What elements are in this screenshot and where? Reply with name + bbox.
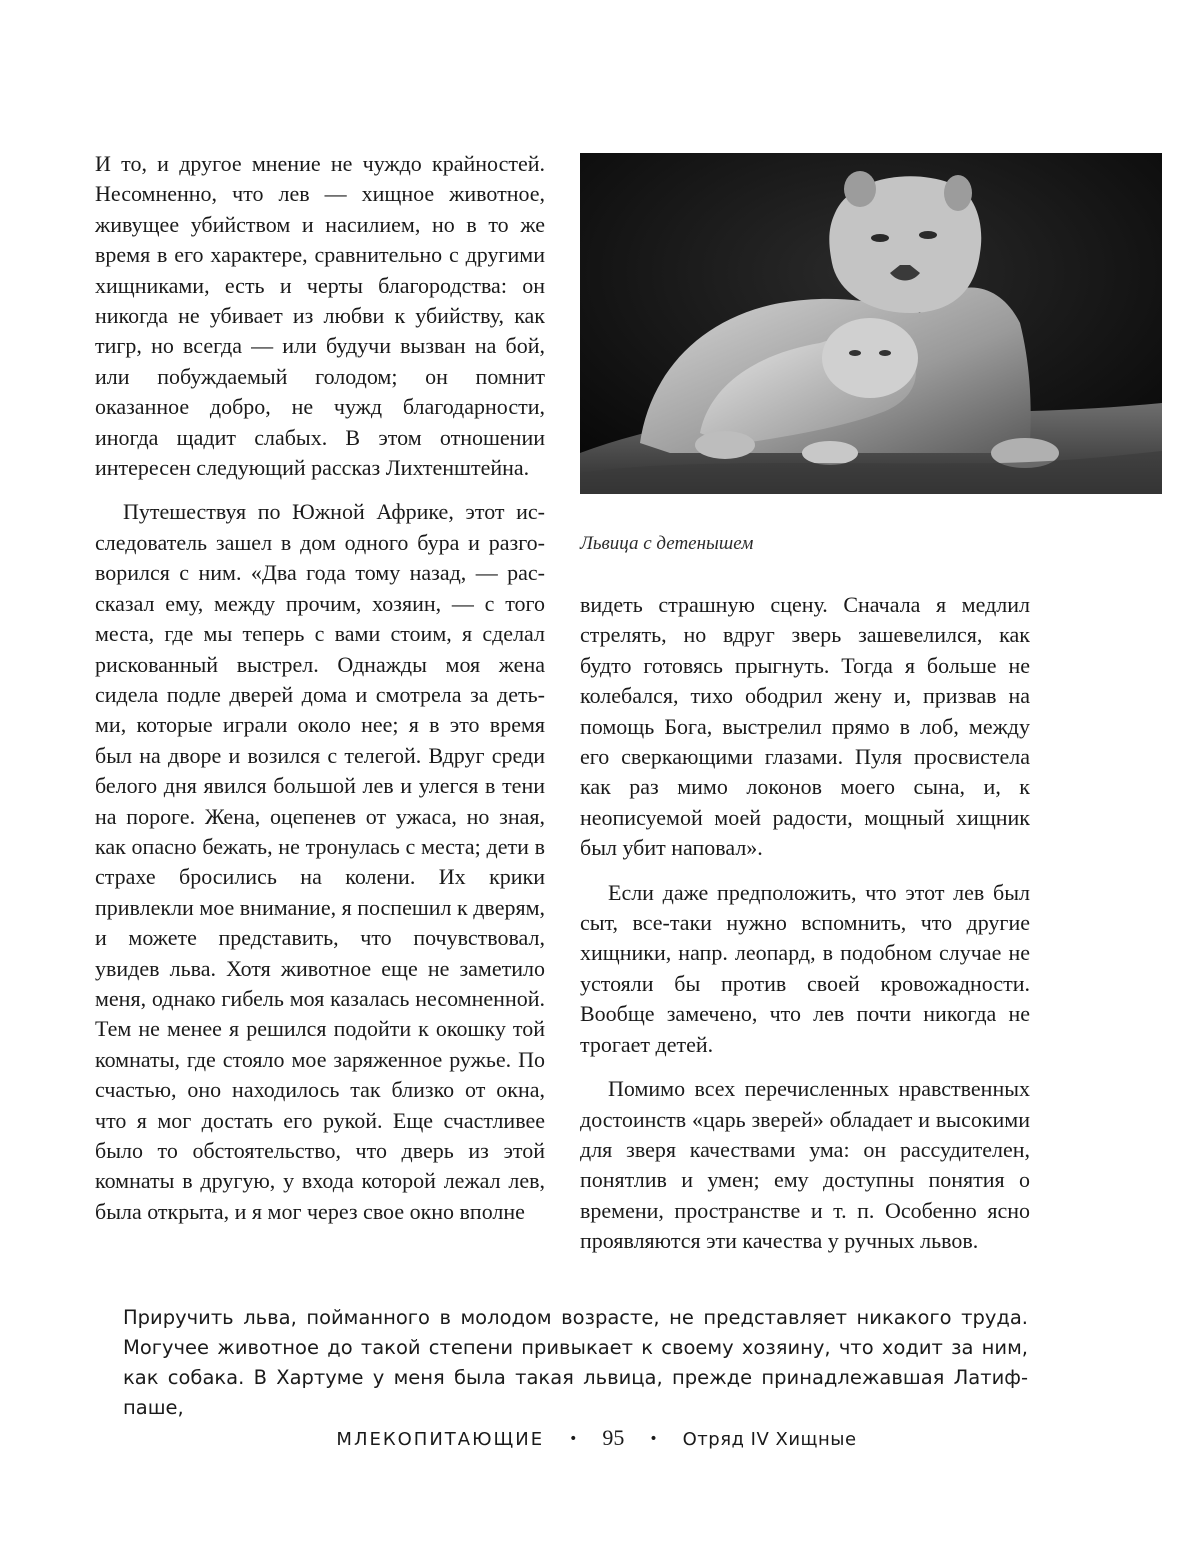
paragraph: Если даже предположить, что этот лев был сыт, все-таки нужно вспомнить, что другие хищники, напр. леопард, в подобном случае не устояли бы против своей кровожадности. Вообще замечено, что лев почти никогда не трогает детей. [580,879,1030,1057]
paragraph: И то, и другое мнение не чуждо крайностей. Несомненно, что лев — хищное животное, живущее убийством и насилием, но в то же время в его характере, сравнительно с другими хищниками, есть и черты благородства: он никогда не убивает из любви к убийству, как тигр, но всегда — или будучи вызван на бой, или побуждаемый голодом; он помнит оказанное добро, не чужд благодарности, иногда щадит слабых. В этом отношении интересен следующий рассказ Лихтенштейна. [95,151,545,481]
section-title: МЛЕКОПИТАЮЩИЕ [336,1429,545,1450]
page-footer [0,1425,1193,1451]
lioness-with-cub-photo [580,153,1162,494]
left-column [95,149,545,1227]
right-column [580,590,1030,1257]
separator: • [649,1431,658,1447]
bottom-paragraph: Приручить льва, пойманного в молодом возрасте, не представляет никакого труда. Могучее животное до такой степени привыкает к своему хозяину, что ходит за ним, как собака. В Хартуме у меня была такая львица, прежде принадлежавшая Латиф-паше, [123,1306,1028,1419]
paragraph: видеть страшную сцену. Сначала я медлил стрелять, но вдруг зверь зашевелился, как будто готовясь прыгнуть. Тогда я больше не колебался, тихо ободрил жену и, призвав на помощь Бога, выстрелил прямо в лоб, между его сверкающими глазами. Пуля просвистела как раз мимо локонов моего сына, и, к неописуемой моей радости, мощный хищник был убит наповал». [580,592,1030,861]
paragraph: Помимо всех перечисленных нравственных достоинств «царь зверей» обладает и высокими для зверя качествами ума: он рассудителен, понятлив и умен; ему доступны понятия о времени, пространстве и т. п. Особенно ясно проявляются эти качества у ручных львов. [580,1076,1030,1254]
order-title: Отряд IV Хищные [682,1429,857,1450]
paragraph: Путешествуя по Южной Африке, этот исследователь зашел в дом одного бура и разговорился с ним. «Два года тому назад, — рассказал ему, между прочим, хозяин, — с того места, где мы теперь с вами стоим, я сделал рискованный выстрел. Однажды моя жена сидела подле дверей дома и смотрела за детьми, которые играли около нее; я в это время был на дворе и возился с телегой. Вдруг среди белого дня явился большой лев и улегся в тени на пороге. Жена, оцепенев от ужаса, но зная, как опасно бежать, не тронулась с места; дети в страхе бросились на колени. Их крики привлекли мое внимание, я поспешил к дверям, и можете представить, что почувствовал, увидев льва. Хотя животное еще не заметило меня, однако гибель моя казалась несомненной. Тем не менее я решился подойти к окошку той комнаты, где стояло мое заряженное ружье. По счастью, оно находилось так близко от окна, что я мог достать его рукой. Еще счастливее было то обстоятельство, что дверь из этой комнаты в другую, у входа которой лежал лев, была открыта, и я мог через свое окно вполне [95,499,545,1224]
photo-caption: Львица с детенышем [580,533,754,554]
separator: • [569,1431,578,1447]
page-number: 95 [602,1425,625,1450]
